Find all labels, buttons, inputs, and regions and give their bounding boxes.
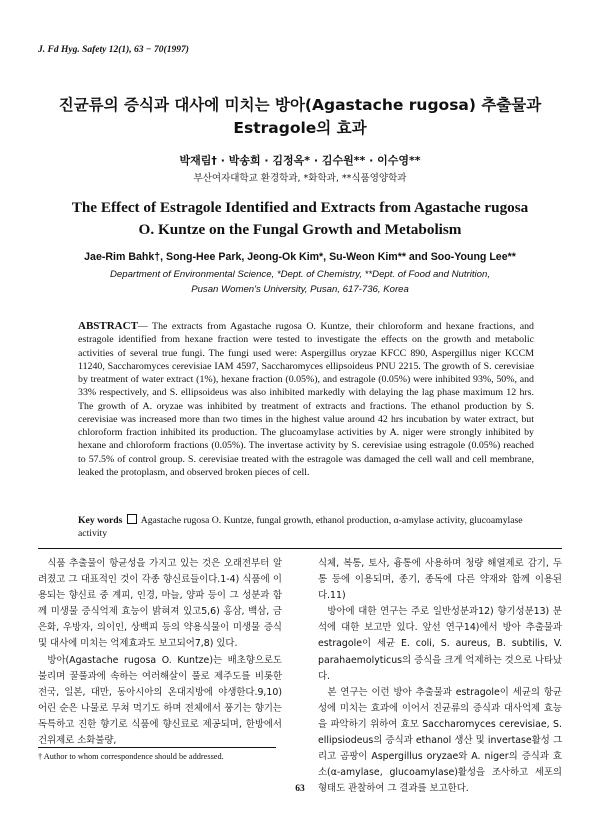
checkbox-icon <box>127 514 137 524</box>
korean-title-line-1: 진균류의 증식과 대사에 미치는 방아(Agastache rugosa) 추출물과 <box>58 96 542 114</box>
paragraph: 방아에 대한 연구는 주로 일반성분과12) 향기성분13) 분석에 대한 보고만 있다. 앞선 연구14)에서 방아 추출물과 estragole이 세균 E. coli, S. aureus, B. subtilis, V. parahaemolyticus의 증식을 크게 억제하는 것으로 나타났다. <box>318 606 562 682</box>
korean-affiliation: 부산여자대학교 환경학과, *화학과, **식품영양학과 <box>193 173 407 184</box>
footnote: † Author to whom correspondence should be addressed. <box>38 752 224 761</box>
abstract <box>78 320 534 479</box>
english-authors: Jae-Rim Bahk†, Song-Hee Park, Jeong-Ok Kim*, Su-Weon Kim** and Soo-Young Lee** <box>84 251 516 263</box>
section-divider <box>38 548 562 549</box>
paragraph: 식체, 복통, 토사, 흉통에 사용하며 청량 해열제로 감기, 두통 등에 이용되며, 종기, 종독에 다른 약재와 함께 이용된다.11) <box>318 558 562 602</box>
body-column-left <box>38 556 282 749</box>
body-column-right <box>318 556 562 797</box>
english-title-line-1: The Effect of Estragole Identified and Extracts from Agastache rugosa <box>71 199 529 216</box>
abstract-heading: ABSTRACT <box>78 320 138 332</box>
english-affiliation-line-2: Pusan Women's University, Pusan, 617-736, Korea <box>191 284 409 295</box>
page-number: 63 <box>295 784 305 794</box>
english-title-line-2: O. Kuntze on the Fungal Growth and Metabolism <box>138 221 462 238</box>
korean-title-line-2: Estragole의 효과 <box>233 119 367 137</box>
paragraph: 방아(Agastache rugosa O. Kuntze)는 배초향으로도 불리며 꿀풀과에 속하는 여러해살이 풀로 제주도를 비롯한 전국, 일본, 대만, 동아시아의 온대지방에 야생한다.9,10) 어린 순은 나물로 무쳐 먹기도 하며 전체에서 풍기는 향기는 독특하고 진한 향기로 식품에 향신료로 제공되며, 한방에서 건위제로 소화불량, <box>38 654 282 747</box>
footnote-divider <box>38 747 276 748</box>
paragraph: 본 연구는 이런 방아 추출물과 estragole이 세균의 항균성에 미치는 효과에 이어서 진균류의 증식과 대사억제 효능을 파악하기 위하여 효모 Saccharomyces cerevisiae, S. ellipsiodeus의 증식과 ethanol 생산 및 invertase활성 그리고 곰팡이 Aspergillus oryzae와 A. niger의 증식과 효소(α-amylase, glucoamylase)활성을 조사하고 세포의 형태도 관찰하여 그 결과를 보고한다. <box>318 686 562 795</box>
paragraph: 식품 추출물이 항균성을 가지고 있는 것은 오래전부터 알려졌고 그 대표적인 것이 각종 향신료들이다.1-4) 식품에 이용되는 향신료 중 계피, 인경, 마늘, 양파 등이 그 성분과 함께 미생물 증식억제 효능이 밝혀져 있고5,6) 홍삼, 백삼, 금은화, 우방자, 의이인, 상백피 등의 약용식물이 미생물 증식 및 대사에 미치는 억제효과도 보고되어7,8) 있다. <box>38 558 282 650</box>
korean-authors: 박재림† · 박송희 · 김정옥* · 김수원** · 이수영** <box>179 154 421 167</box>
journal-citation: J. Fd Hyg. Safety 12(1), 63 − 70(1997) <box>38 45 189 55</box>
keywords <box>78 514 538 540</box>
english-affiliation-line-1: Department of Environmental Science, *Dept. of Chemistry, **Dept. of Food and Nutrition, <box>109 269 491 280</box>
keywords-label: Key words <box>78 515 123 526</box>
keywords-text: Agastache rugosa O. Kuntze, fungal growth, ethanol production, α-amylase activity, glucoamylase activity <box>78 515 523 539</box>
abstract-text: — The extracts from Agastache rugosa O. Kuntze, their chloroform and hexane fractions, and estragole identified from hexane fraction were tested to investigate the effects on the growth and metabolic activities of several true fungi. The fungi used were: Aspergillus oryzae KFCC 890, Aspergillus niger KCCM 11240, Saccharomyces cerevisiae IAM 4597, Saccharomyces ellipsoideus PNU 2215. The growth of S. cerevisiae by treatment of water extract (1%), hexane fraction (0.05%), and estragole (0.05%) were inhibited 93%, 50%, and 33% respectively, and S. ellipsoideus was also inhibited markedly with delaying the lag phase maximum 12 hrs. The growth of A. oryzae was inhibited by treatment of extracts and fractions. The ethanol production by S. cerevisiae was increased more than two times in the highest value around 42 hrs incubation by water extract, but chloroform fraction inhibited its production. The glucoamylase activities by A. niger were strongly inhibited by hexane and chloroform fractions (0.05%). The invertase activity by S. cerevisiae using estragole (0.05%) reached to 57.5% of control group. S. cerevisiae treated with the estragole was damaged the cell wall and cell membrane, leaked the protoplasm, and observed broken pieces of cell. <box>78 321 534 478</box>
